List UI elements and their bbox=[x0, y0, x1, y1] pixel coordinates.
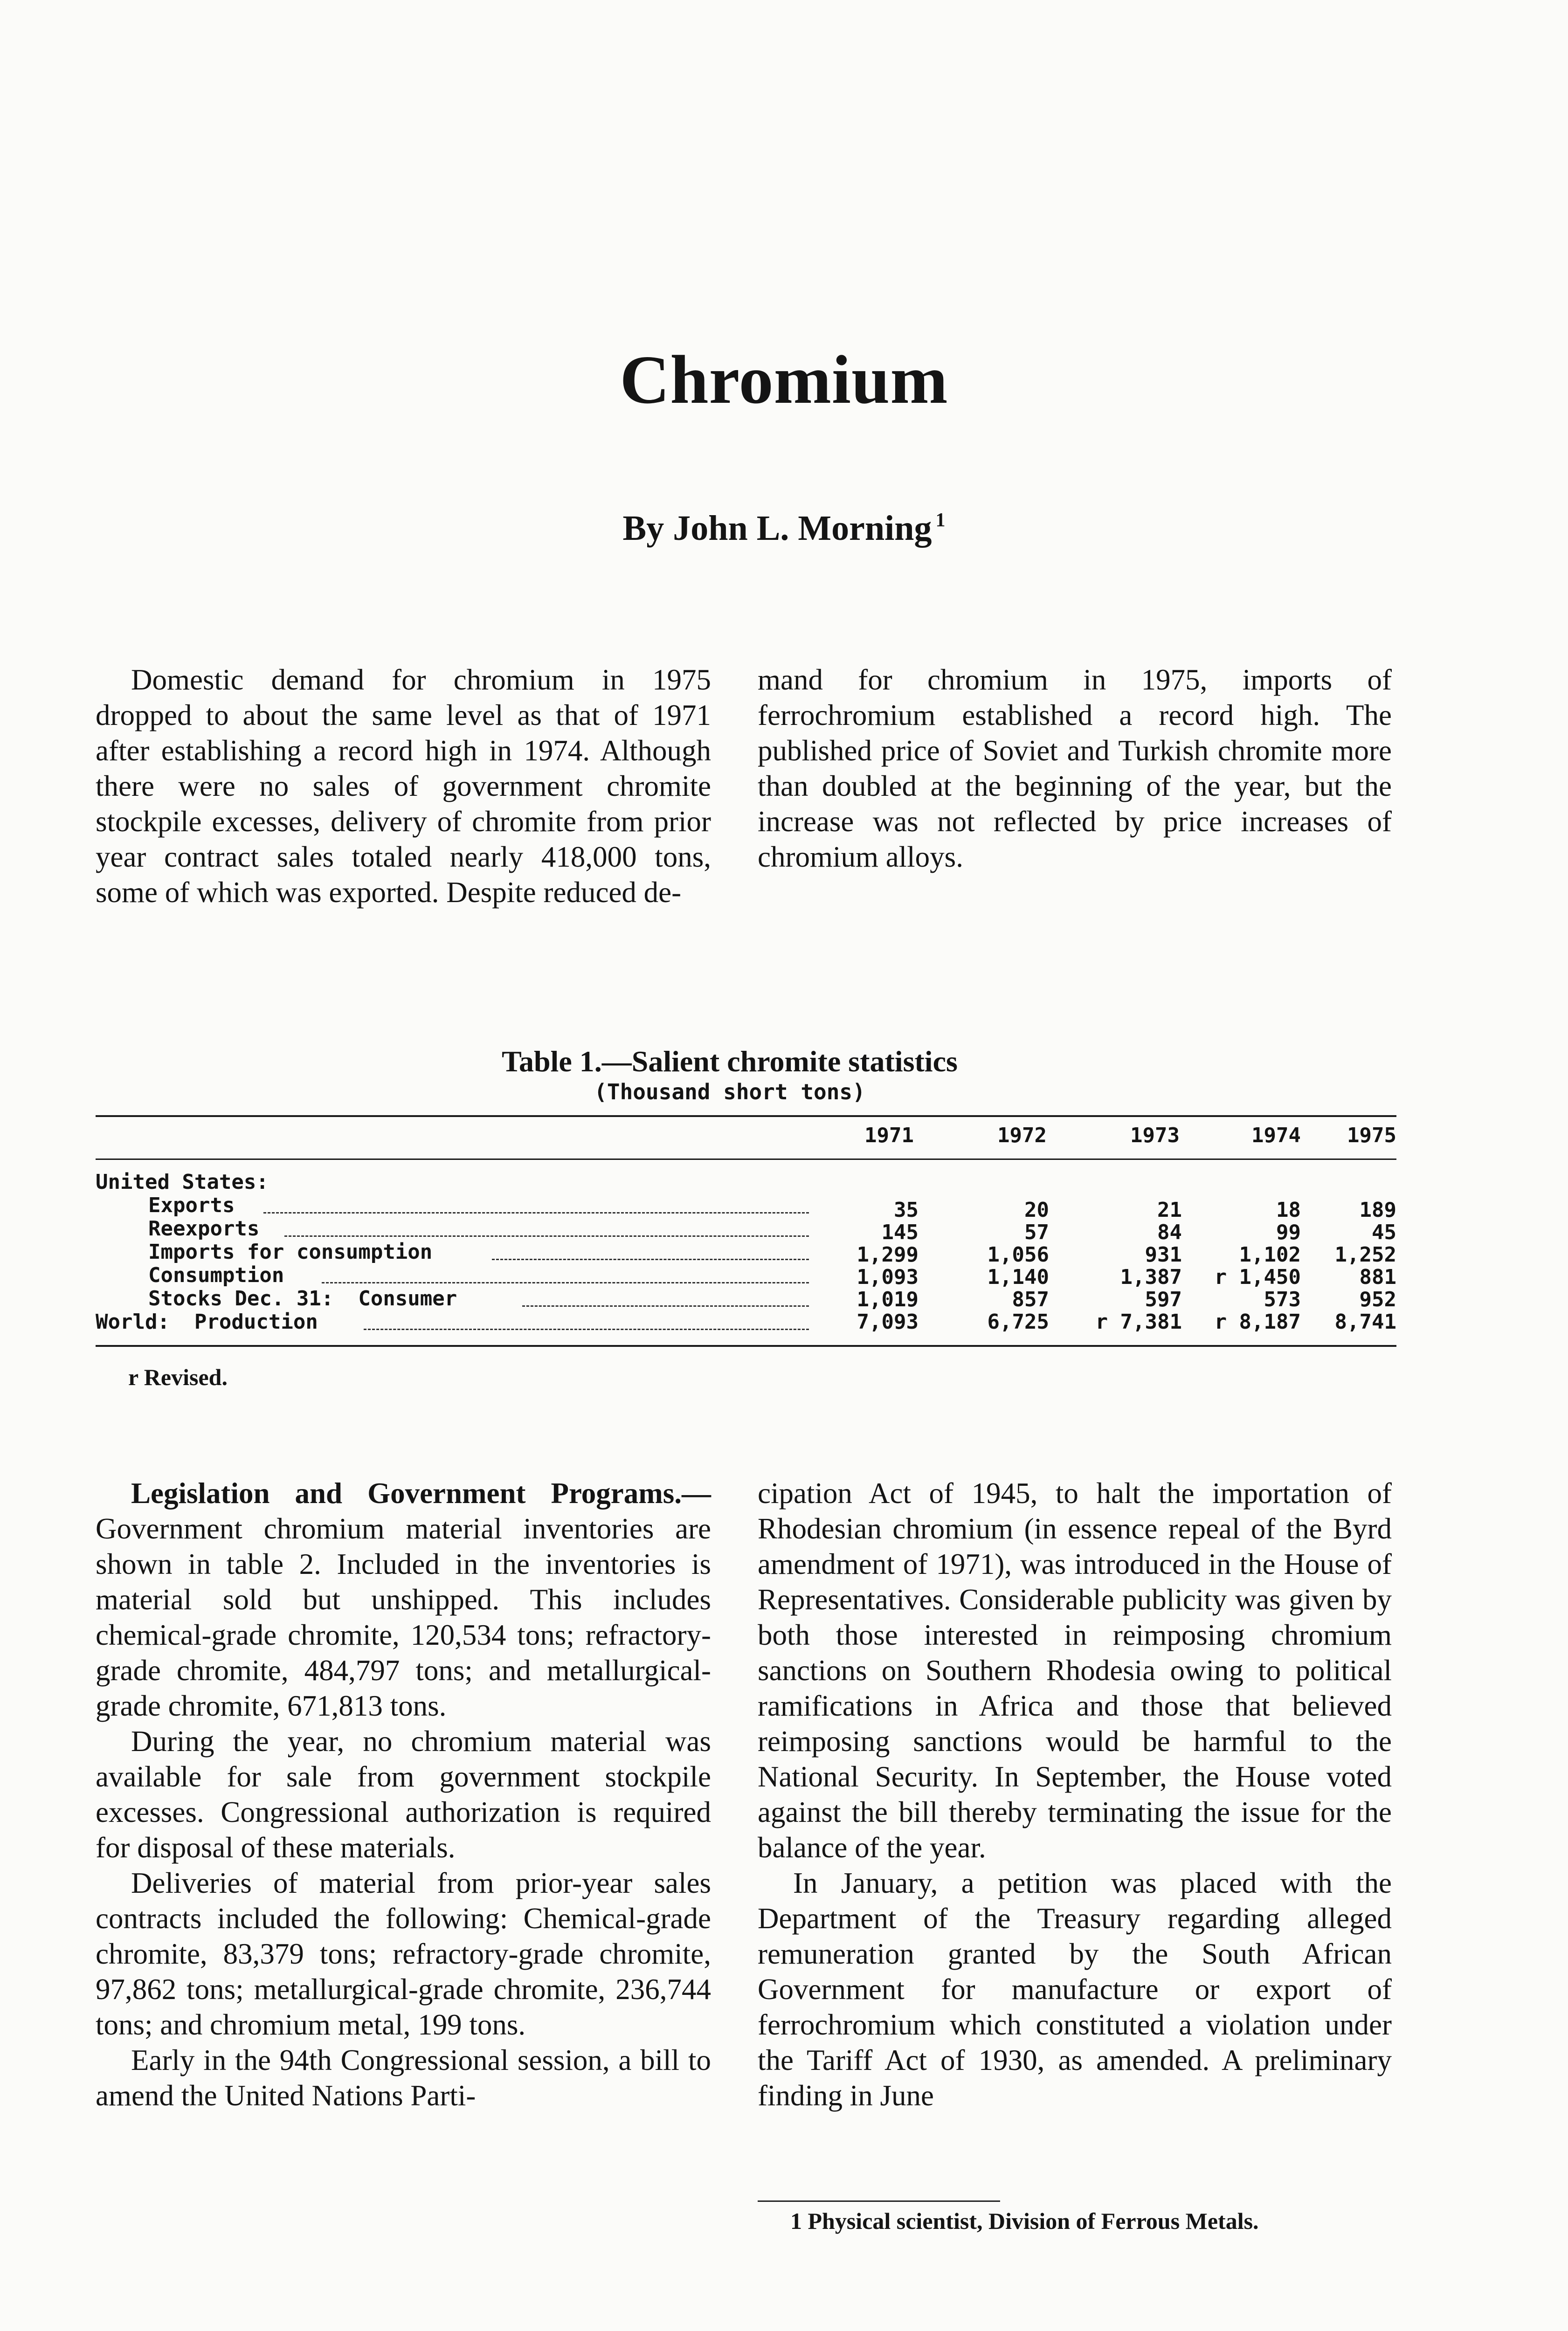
body-paragraph bbox=[96, 1476, 711, 1724]
group-label: United States: bbox=[96, 1170, 269, 1194]
page-title: Chromium bbox=[620, 342, 948, 418]
footnote-mark: 1 bbox=[935, 509, 946, 531]
table-note: r Revised. bbox=[128, 1364, 228, 1390]
year-header: 1975 bbox=[1347, 1124, 1396, 1147]
leader-dots bbox=[263, 1212, 809, 1214]
leader-dots bbox=[284, 1235, 809, 1237]
row-label-reexports: Reexports bbox=[148, 1217, 260, 1241]
year-header: 1972 bbox=[997, 1124, 1047, 1147]
table-cell: 57 bbox=[1024, 1221, 1049, 1244]
table-title: Table 1.—Salient chromite statistics bbox=[502, 1045, 958, 1078]
table-cell: 145 bbox=[881, 1221, 919, 1244]
table-cell: 8,741 bbox=[1334, 1310, 1396, 1334]
intro-left-column bbox=[96, 662, 711, 910]
row-label-imports: Imports for consumption bbox=[148, 1240, 433, 1264]
table-cell: 21 bbox=[1157, 1198, 1182, 1222]
body-paragraph-continued: cipation Act of 1945, to halt the importation of Rhodesian chromium (in essence repeal of the Byrd amendment of 1971), was introduced in the House of Representatives. Considerable publicity was given by both those interested in reimposing chromium sanctions on Southern Rhodesia owing to political ramifications in Africa and those that believed reimposing sanctions would be harmful to the National Security. In September, the House voted against the bill thereby terminating the issue for the balance of the year. bbox=[758, 1477, 1392, 1864]
year-header: 1971 bbox=[864, 1124, 914, 1147]
table-cell: 1,019 bbox=[857, 1288, 919, 1311]
section-heading: Legislation and Government Programs.— bbox=[131, 1477, 711, 1510]
table-top-rule bbox=[96, 1115, 1396, 1117]
leader-dots bbox=[322, 1282, 809, 1283]
table-cell: 99 bbox=[1276, 1221, 1301, 1244]
intro-paragraph: Domestic demand for chromium in 1975 dropped to about the same level as that of 1971 after establishing a record high in 1974. Although there were no sales of government chromite stockpile excesses, delivery of chromite from prior year contract sales totaled nearly 418,000 tons, some of which was exported. Despite reduced de- bbox=[96, 663, 711, 909]
table-cell: 189 bbox=[1359, 1198, 1396, 1222]
table-cell: 857 bbox=[1012, 1288, 1049, 1311]
row-label-consumption: Consumption bbox=[148, 1263, 284, 1287]
table-cell: 6,725 bbox=[987, 1310, 1049, 1334]
table-cell: 1,140 bbox=[987, 1265, 1049, 1289]
table-cell: 573 bbox=[1264, 1288, 1301, 1311]
author: By John L. Morning bbox=[622, 509, 932, 548]
leader-dots bbox=[364, 1329, 809, 1330]
table-cell: 597 bbox=[1145, 1288, 1182, 1311]
table-cell: r 7,381 bbox=[1095, 1310, 1182, 1334]
byline bbox=[0, 508, 1568, 549]
body-left-column bbox=[96, 1476, 711, 2113]
year-header: 1974 bbox=[1251, 1124, 1301, 1147]
paragraph-text: Government chromium material inventories are shown in table 2. Included in the inventories is material sold but unshipped. This includes chemical-grade chromite, 120,534 tons; refractory-grade chromite, 484,797 tons; and metallurgical-grade chromite, 671,813 tons. bbox=[96, 1512, 711, 1722]
footnote: 1 Physical scientist, Division of Ferrous Metals. bbox=[790, 2208, 1259, 2234]
table-cell: r 8,187 bbox=[1214, 1310, 1301, 1334]
leader-dots bbox=[522, 1305, 809, 1307]
table-cell: 952 bbox=[1359, 1288, 1396, 1311]
table-cell: 84 bbox=[1157, 1221, 1182, 1244]
intro-paragraph-continued: mand for chromium in 1975, imports of ferrochromium established a record high. The published price of Soviet and Turkish chromite more than doubled at the beginning of the year, but the increase was not reflected by price increases of chromium alloys. bbox=[758, 663, 1392, 873]
table-bottom-rule bbox=[96, 1345, 1396, 1347]
body-paragraph: During the year, no chromium material was available for sale from government stockpile excesses. Congressional authorization is required for disposal of these materials. bbox=[96, 1725, 711, 1864]
footnote-rule bbox=[758, 2200, 1000, 2202]
table-cell: 18 bbox=[1276, 1198, 1301, 1222]
table-cell: 1,102 bbox=[1239, 1243, 1301, 1267]
row-label-exports: Exports bbox=[148, 1193, 235, 1217]
intro-right-column bbox=[758, 662, 1392, 875]
table-cell: 1,252 bbox=[1334, 1243, 1396, 1267]
year-header: 1973 bbox=[1130, 1124, 1180, 1147]
table-cell: 7,093 bbox=[857, 1310, 919, 1334]
table-cell: 1,387 bbox=[1120, 1265, 1182, 1289]
row-label-world-production: World: Production bbox=[96, 1310, 318, 1334]
table-cell: 20 bbox=[1024, 1198, 1049, 1222]
table-cell: 1,093 bbox=[857, 1265, 919, 1289]
table-cell: 45 bbox=[1372, 1221, 1396, 1244]
table-cell: 35 bbox=[894, 1198, 919, 1222]
table-header-rule bbox=[96, 1159, 1396, 1160]
table-units: (Thousand short tons) bbox=[594, 1079, 865, 1104]
table-cell: 1,056 bbox=[987, 1243, 1049, 1267]
table-cell: 931 bbox=[1145, 1243, 1182, 1267]
row-label-stocks: Stocks Dec. 31: Consumer bbox=[148, 1287, 457, 1310]
body-paragraph: Early in the 94th Congressional session, a bill to amend the United Nations Parti- bbox=[96, 2044, 711, 2112]
leader-dots bbox=[492, 1259, 809, 1260]
body-paragraph: Deliveries of material from prior-year sales contracts included the following: Chemical-grade chromite, 83,379 tons; refractory-grade chromite, 97,862 tons; metallurgical-grade chromite, 236,744 tons; and chromium metal, 199 tons. bbox=[96, 1867, 711, 2041]
body-right-column bbox=[758, 1476, 1392, 2113]
body-paragraph: In January, a petition was placed with the Department of the Treasury regarding alleged remuneration granted by the South African Government for manufacture or export of ferrochromium which constituted a violation under the Tariff Act of 1930, as amended. A preliminary finding in June bbox=[758, 1867, 1392, 2112]
table-cell: 881 bbox=[1359, 1265, 1396, 1289]
table-cell: 1,299 bbox=[857, 1243, 919, 1267]
table-cell: r 1,450 bbox=[1214, 1265, 1301, 1289]
